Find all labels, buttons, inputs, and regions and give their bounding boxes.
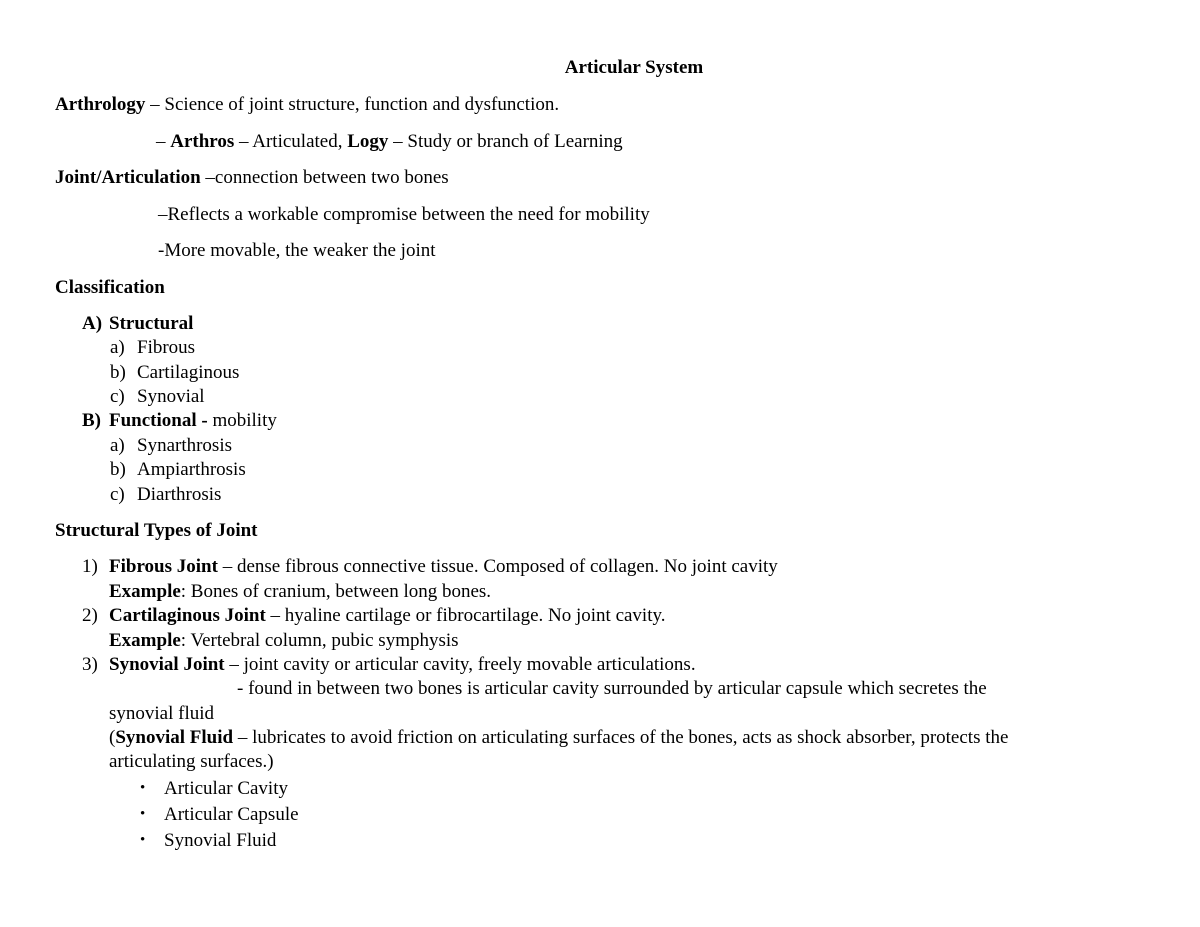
classification-functional bbox=[109, 411, 277, 430]
example-text: : Vertebral column, pubic symphysis bbox=[180, 630, 459, 651]
list-marker: A) bbox=[82, 313, 103, 334]
joint-definition bbox=[55, 168, 449, 187]
list-marker: 3) bbox=[82, 654, 98, 675]
bullet-item: Articular Capsule bbox=[164, 804, 299, 825]
paren-open: ( bbox=[109, 727, 116, 748]
fibrous-joint-definition bbox=[109, 557, 778, 576]
cartilaginous-joint-term: Cartilaginous Joint bbox=[109, 605, 266, 626]
list-item: Synovial bbox=[137, 386, 205, 407]
etymology-term-arthros: Arthros bbox=[170, 131, 235, 152]
arthrology-definition bbox=[55, 95, 559, 114]
list-marker: b) bbox=[110, 362, 126, 383]
joint-note: -More movable, the weaker the joint bbox=[158, 240, 436, 261]
bullet-dot: • bbox=[140, 806, 146, 822]
fibrous-joint-example bbox=[109, 582, 491, 601]
classification-structural-label: Structural bbox=[109, 313, 194, 334]
bullet-item: Synovial Fluid bbox=[164, 830, 277, 851]
bullet-dot: • bbox=[140, 780, 146, 796]
synovial-joint-note-cont: synovial fluid bbox=[109, 703, 215, 724]
list-marker: 2) bbox=[82, 605, 98, 626]
arthrology-term: Arthrology bbox=[55, 94, 146, 115]
synovial-fluid-def-cont: articulating surfaces.) bbox=[109, 751, 274, 772]
classification-functional-suffix: mobility bbox=[207, 410, 277, 431]
joint-def: –connection between two bones bbox=[200, 167, 449, 188]
classification-functional-label: Functional - bbox=[109, 410, 208, 431]
list-item: Ampiarthrosis bbox=[137, 459, 246, 480]
classification-heading: Classification bbox=[55, 277, 165, 298]
synovial-fluid-definition bbox=[109, 728, 1008, 747]
list-item: Cartilaginous bbox=[137, 362, 240, 383]
etymology-dash: – bbox=[156, 131, 171, 152]
list-marker: c) bbox=[110, 484, 125, 505]
example-text: : Bones of cranium, between long bones. bbox=[180, 581, 492, 602]
synovial-fluid-def: – lubricates to avoid friction on articulating surfaces of the bones, acts as shock absorber, protects the bbox=[233, 727, 1009, 748]
list-marker: a) bbox=[110, 337, 125, 358]
list-item: Synarthrosis bbox=[137, 435, 232, 456]
fibrous-joint-def: – dense fibrous connective tissue. Composed of collagen. No joint cavity bbox=[217, 556, 778, 577]
joint-note: –Reflects a workable compromise between the need for mobility bbox=[158, 204, 650, 225]
cartilaginous-joint-definition bbox=[109, 606, 666, 625]
arthrology-etymology bbox=[156, 132, 623, 151]
list-marker: c) bbox=[110, 386, 125, 407]
list-marker: B) bbox=[82, 410, 101, 431]
etymology-def-logy: – Study or branch of Learning bbox=[388, 131, 623, 152]
etymology-term-logy: Logy bbox=[347, 131, 389, 152]
cartilaginous-joint-def: – hyaline cartilage or fibrocartilage. No joint cavity. bbox=[265, 605, 666, 626]
synovial-joint-term: Synovial Joint bbox=[109, 654, 225, 675]
list-marker: b) bbox=[110, 459, 126, 480]
list-marker: a) bbox=[110, 435, 125, 456]
synovial-joint-definition bbox=[109, 655, 696, 674]
bullet-item: Articular Cavity bbox=[164, 778, 288, 799]
fibrous-joint-term: Fibrous Joint bbox=[109, 556, 218, 577]
etymology-def-arthros: – Articulated, bbox=[234, 131, 348, 152]
cartilaginous-joint-example bbox=[109, 631, 459, 650]
synovial-joint-def: – joint cavity or articular cavity, freely movable articulations. bbox=[224, 654, 696, 675]
synovial-joint-note: - found in between two bones is articular cavity surrounded by articular capsule which secretes the bbox=[237, 678, 987, 699]
synovial-fluid-term: Synovial Fluid bbox=[115, 727, 234, 748]
joint-term: Joint/Articulation bbox=[55, 167, 201, 188]
bullet-dot: • bbox=[140, 832, 146, 848]
structural-types-heading: Structural Types of Joint bbox=[55, 520, 258, 541]
list-item: Fibrous bbox=[137, 337, 196, 358]
list-marker: 1) bbox=[82, 556, 98, 577]
example-label: Example bbox=[109, 630, 181, 651]
page-title: Articular System bbox=[564, 57, 704, 78]
list-item: Diarthrosis bbox=[137, 484, 222, 505]
example-label: Example bbox=[109, 581, 181, 602]
arthrology-def: – Science of joint structure, function and dysfunction. bbox=[145, 94, 560, 115]
